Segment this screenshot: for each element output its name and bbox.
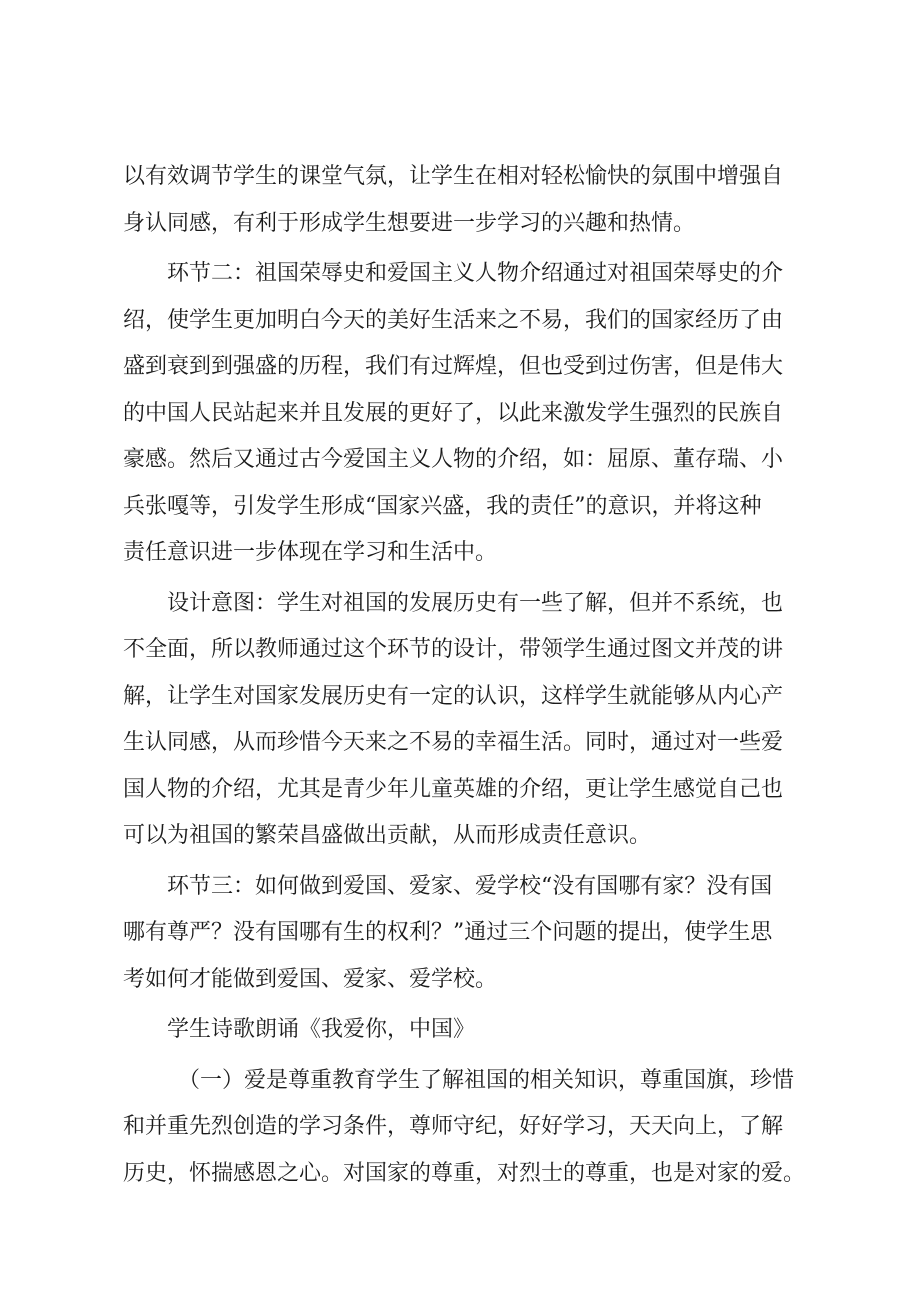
text-line: 生认同感，从而珍惜今天来之不易的幸福生活。同时，通过对一些爱: [123, 730, 784, 755]
text-line: 考如何才能做到爱国、爱家、爱学校。: [123, 966, 498, 992]
text-line: 以有效调节学生的课堂气氛，让学生在相对轻松愉快的氛围中增强自: [123, 164, 784, 189]
subsection-1-line: （一）爱是尊重教育学生了解祖国的相关知识，尊重国旗，珍惜: [178, 1067, 795, 1093]
text-line: 国人物的介绍，尤其是青少年儿童英雄的介绍，更让学生感觉自己也: [123, 776, 784, 802]
text-line: 和并重先烈创造的学习条件，尊师守纪，好好学习，天天向上，了解: [123, 1114, 784, 1139]
section-2-heading-line: 环节二：祖国荣辱史和爱国主义人物介绍通过对祖国荣辱史的介: [167, 261, 784, 286]
section-3-heading-line: 环节三：如何做到爱国、爱家、爱学校“没有国哪有家？没有国: [167, 873, 773, 899]
text-line: 兵张嘎等，引发学生形成“国家兴盛，我的责任”的意识，并将这种: [123, 493, 762, 519]
text-line: 历史，怀揣感恩之心。对国家的尊重，对烈士的尊重，也是对家的爱。: [123, 1160, 806, 1186]
text-line: 的中国人民站起来并且发展的更好了，以此来激发学生强烈的民族自: [123, 400, 784, 426]
text-line: 绍，使学生更加明白今天的美好生活来之不易，我们的国家经历了由: [123, 307, 784, 333]
text-line: 责任意识进一步体现在学习和生活中。: [123, 540, 498, 565]
text-line: 盛到衰到到强盛的历程，我们有过辉煌，但也受到过伤害，但是伟大: [123, 354, 784, 379]
text-line: 可以为祖国的繁荣昌盛做出贡献，从而形成责任意识。: [123, 823, 652, 848]
text-line: 解，让学生对国家发展历史有一定的认识，这样学生就能够从内心产: [123, 683, 784, 709]
text-line: 豪感。然后又通过古今爱国主义人物的介绍，如：屈原、董存瑞、小: [123, 447, 784, 472]
poem-recital-line: 学生诗歌朗诵《我爱你，中国》: [167, 1017, 476, 1042]
text-line: 身认同感，有利于形成学生想要进一步学习的兴趣和热情。: [123, 210, 696, 236]
body-text: [123, 154, 813, 1197]
text-line: 哪有尊严？没有国哪有生的权利？”通过三个问题的提出，使学生思: [123, 920, 773, 945]
text-line: 不全面，所以教师通过这个环节的设计，带领学生通过图文并茂的讲: [123, 637, 784, 662]
design-intent-line: 设计意图：学生对祖国的发展历史有一些了解，但并不系统，也: [167, 590, 784, 616]
